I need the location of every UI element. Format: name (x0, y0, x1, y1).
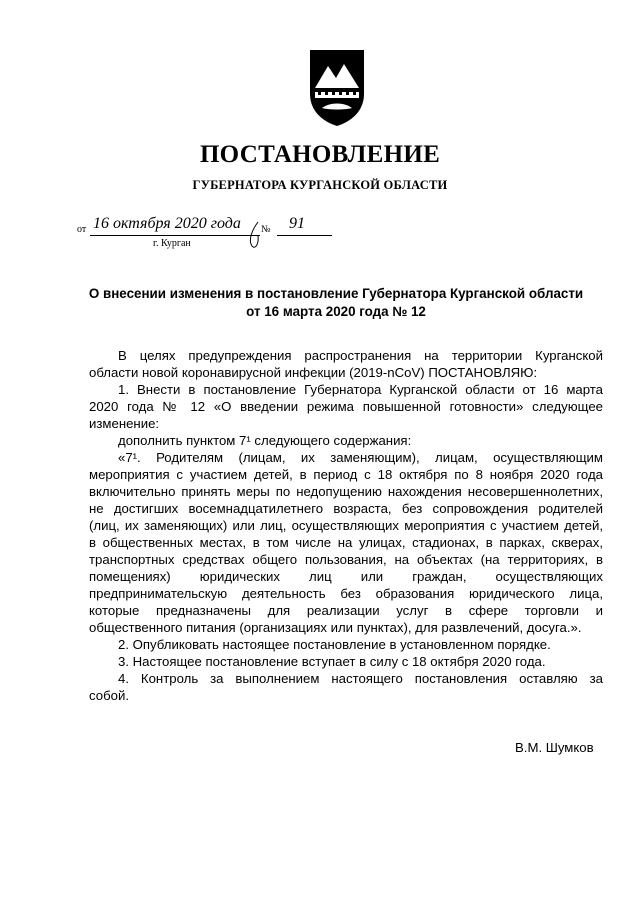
p4-line-3: включительно принять меры по недопущению нахождения несовершеннолетних, (89, 484, 603, 499)
p7-line-2: собой. (89, 688, 129, 703)
number-handwritten: 91 (289, 215, 305, 232)
p4-line-4: не достигших восемнадцатилетнего возраста, без сопровождения родителей (89, 501, 603, 516)
signatory-name: В.М. Шумков (515, 740, 594, 755)
p2-line-2: 2020 года № 12 «О введении режима повышенной готовности» следующее (89, 399, 603, 414)
p3-line: дополнить пунктом 7¹ следующего содержания: (118, 433, 412, 448)
p2-line-1: 1. Внести в постановление Губернатора Курганской области от 16 марта (118, 382, 603, 397)
p6-line: 3. Настоящее постановление вступает в силу с 18 октября 2020 года. (118, 654, 546, 669)
p4-line-2: мероприятия с участием детей, в период с 18 октября по 8 ноября 2020 года (89, 467, 603, 482)
number-label: № (261, 224, 271, 235)
date-underline (90, 235, 260, 236)
document-subject (60, 285, 612, 321)
p4-line-11: общественного питания (организациях или пунктах), для развлечений, досуга.». (89, 620, 582, 635)
p7-line-1: 4. Контроль за выполнением настоящего постановления оставляю за (118, 671, 603, 686)
p2-line-3: изменение: (89, 416, 160, 431)
p4-line-8: помещениях) юридических лиц или граждан, осуществляющих (89, 569, 603, 584)
p5-line: 2. Опубликовать настоящее постановление в установленном порядке. (118, 637, 551, 652)
p4-line-5: (лиц, их заменяющих) или лиц, осуществляющих мероприятия с участием детей, (89, 518, 603, 533)
signature-flourish-mark (244, 220, 268, 252)
document-title: ПОСТАНОВЛЕНИЕ (199, 141, 441, 168)
document-subtitle: ГУБЕРНАТОРА КУРГАНСКОЙ ОБЛАСТИ (192, 178, 448, 192)
number-underline (277, 235, 332, 236)
coat-of-arms-emblem (306, 48, 368, 128)
p1-line-2: области новой коронавирусной инфекции (2019-nCoV) ПОСТАНОВЛЯЮ: (89, 365, 538, 380)
p4-line-7: транспортных средствах общего пользования, на объектах (на территориях, в (89, 552, 603, 567)
subject-line-1: О внесении изменения в постановление Губернатора Курганской области (88, 286, 584, 301)
p1-line-1: В целях предупреждения распространения на территории Курганской (118, 348, 603, 363)
p4-line-9: предпринимательскую деятельность без образования юридического лица, (89, 586, 603, 601)
p4-line-1: «7¹. Родителям (лицам, их заменяющим), лицам, осуществляющим (118, 450, 603, 465)
p4-line-6: в общественных местах, в том числе на улицах, стадионах, в парках, скверах, (89, 535, 603, 550)
from-label: от (77, 224, 87, 235)
place-label: г. Курган (153, 238, 191, 249)
p4-line-10: которые предназначены для реализации услуг в сфере торговли и (89, 603, 603, 618)
date-handwritten: 16 октября 2020 года (93, 215, 241, 232)
subject-line-2: от 16 марта 2020 года № 12 (246, 304, 426, 319)
